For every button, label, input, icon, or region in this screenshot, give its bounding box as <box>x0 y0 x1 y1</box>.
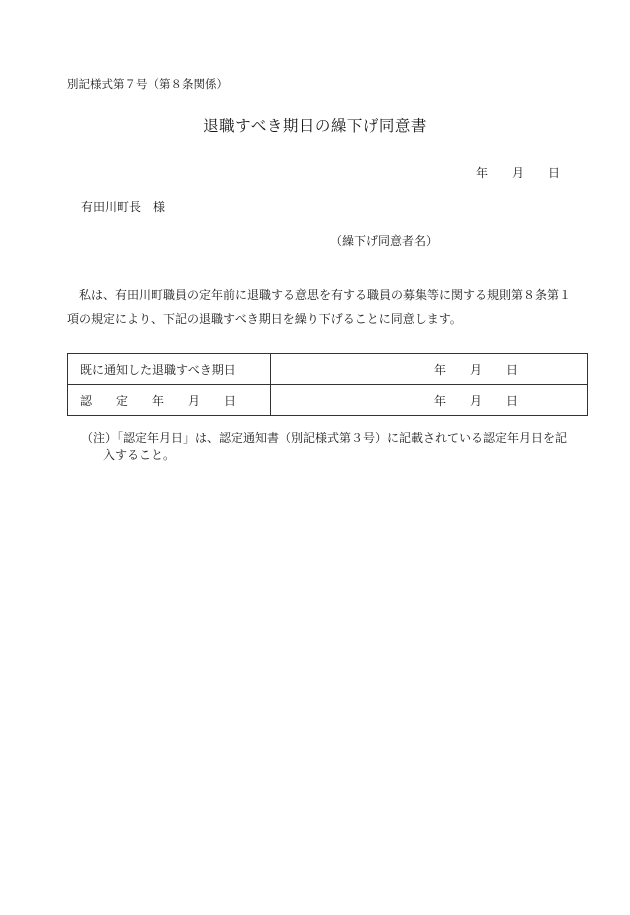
notified-retirement-date-field: 年 月 日 <box>271 354 588 385</box>
consent-statement-line-2: 項の規定により、下記の退職すべき期日を繰り下げることに同意します。 <box>67 312 462 326</box>
form-number: 別記様式第７号（第８条関係） <box>67 77 228 91</box>
approval-date-field: 年 月 日 <box>271 385 588 416</box>
approval-date-label: 認 定 年 月 日 <box>68 385 271 416</box>
footnote-line-1: （注）「認定年月日」は、認定通知書（別記様式第３号）に記載されている認定年月日を記 <box>81 431 568 445</box>
addressee: 有田川町長 様 <box>81 200 166 214</box>
consent-statement-line-1: 私は、有田川町職員の定年前に退職する意思を有する職員の募集等に関する規則第８条第１ <box>79 288 572 302</box>
footnote <box>81 430 591 464</box>
submission-date: 年 月 日 <box>475 166 560 180</box>
dates-table <box>67 353 588 416</box>
table-row <box>68 385 588 416</box>
document-title: 退職すべき期日の繰下げ同意書 <box>203 117 427 135</box>
footnote-line-2: 入すること。 <box>103 448 176 462</box>
table-row <box>68 354 588 385</box>
notified-retirement-date-label: 既に通知した退職すべき期日 <box>68 354 271 385</box>
consent-statement <box>67 283 597 331</box>
signer-name-label: （繰下げ同意者名） <box>330 234 439 248</box>
